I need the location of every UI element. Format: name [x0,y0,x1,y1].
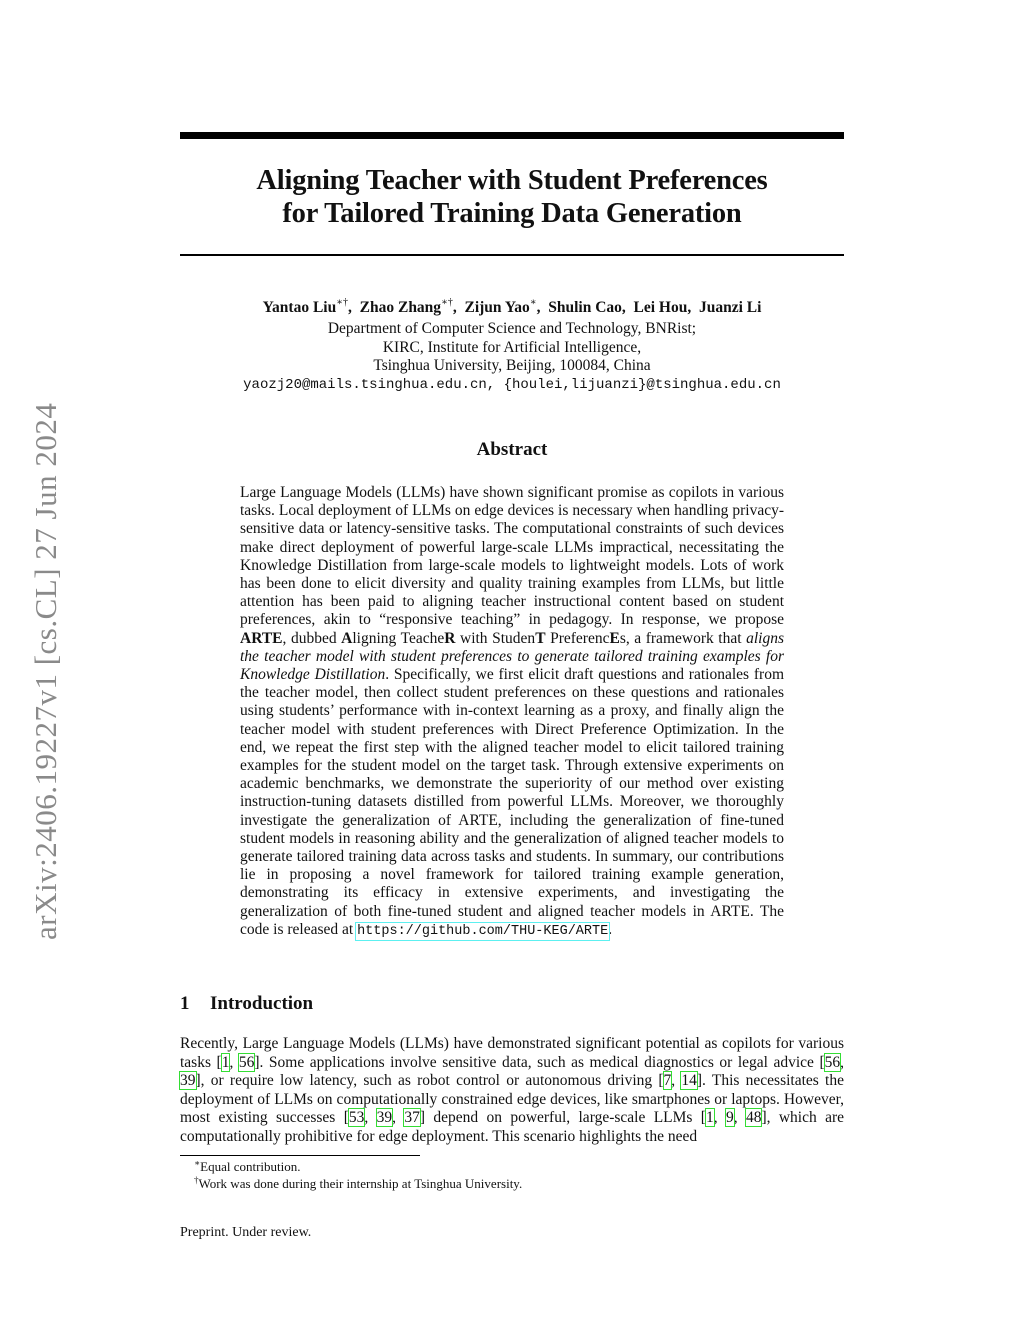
author-marks: ∗† [336,297,349,308]
section-title: Introduction [210,993,314,1014]
title-line-2: for Tailored Training Data Generation [282,198,742,229]
affiliation [140,320,884,394]
introduction-paragraph: Recently, Large Language Models (LLMs) have demonstrated significant potential as copilots for various tasks [1, 56]. Some applications involve sensitive data, such as medical diagnostics or legal advice [56, 39], or require low latency, such as robot control or autonomous driving [7, 14]. This necessitates the deployment of LLMs on computationally constrained edge devices, like smartphones or laptops. However, most existing successes [53, 39, 37] depend on powerful, large-scale LLMs [1, 9, 48], which are computationally prohibitive for edge deployment. This scenario highlights the need [180,1035,845,1145]
footnote-text: Equal contribution. [200,1159,301,1174]
section-heading [180,993,313,1015]
abstract-text: . [608,920,613,938]
abstract-text: , dubbed [282,629,342,647]
citation-link[interactable]: 39 [376,1109,393,1126]
citation-link[interactable]: 7 [663,1072,672,1089]
intro-text: ]. Some applications involve sensitive data, such as medical diagnostics or legal advice [ [254,1053,825,1071]
preprint-notice: Preprint. Under review. [180,1225,312,1240]
title-bottom-rule [180,254,844,256]
citation-link[interactable]: 1 [705,1109,714,1126]
abstract-text: , a framework that [625,629,747,647]
footnote-rule [180,1155,420,1156]
citation-link[interactable]: 56 [824,1053,841,1071]
citation-link[interactable]: 53 [348,1109,365,1126]
abstract-text: Large Language Models (LLMs) have shown significant promise as copilots in various tasks. Local deployment of LLMs on edge devices is necessary when handling privacy-sensitive data or latency-sensitive tasks. The computational constraints of such devices make direct deployment of powerful large-scale LLMs impractical, necessitating the Knowledge Distillation from large-scale models to lightweight models. Lots of work has been done to elicit diversity and quality training examples from LLMs, but little attention has been paid to aligning teacher instructional content based on student preferences, akin to “responsive teaching” in pedagogy. In response, we propose [240,484,784,629]
author-name: Zhao Zhang [359,299,442,316]
author-name: Zijun Yao [464,299,530,316]
method-name: ARTE [240,629,283,647]
citation-link[interactable]: 37 [404,1109,420,1126]
abstract-text: . Specifically, we first elicit draft questions and rationales from the teacher model, then collect student preferences on these questions and rationales using students’ performance with in-context learning as a proxy, and finally align the teacher model with student preferences with Direct Preference Optimization. In the end, we repeat the first step with the aligned teacher model to elicit tailored training examples for the student model on the target task. Through extensive experiments on academic benchmarks, we demonstrate the superiority of our method over existing instruction-tuning datasets distilled from powerful LLMs. Moreover, we thoroughly investigate the generalization of ARTE, including the generalization of fine-tuned student models in reasoning ability and the generalization of aligned teacher models to generate tailored training data across tasks and students. In summary, our contributions lie in proposing a novel framework for tailored training example generation, demonstrating its efficacy in extensive experiments, and investigating the generalization of both fine-tuned student and aligned teacher models in ARTE. The code is released at [240,666,785,938]
abstract-emphasis: aligns the teacher model with student preferences to generate tailored training examples for Knowledge Distillation [240,629,785,684]
footnote-2 [194,1175,522,1192]
author-list: Yantao Liu∗†, Zhao Zhang∗†, Zijun Yao∗, Shulin Cao, Lei Hou, Juanzi Li [262,297,762,316]
footnote-text: Work was done during their internship at Tsinghua University. [198,1176,523,1191]
author-name: Yantao Liu [262,299,337,316]
citation-link[interactable]: 1 [221,1053,230,1071]
intro-text: ], which are computationally prohibitive for edge deployment. This scenario highlights the need [180,1109,844,1145]
section-number: 1 [180,993,190,1014]
footnote-mark: ∗ [194,1158,201,1168]
intro-text: ] depend on powerful, large-scale LLMs [ [419,1109,706,1126]
footnote-mark: † [194,1175,199,1185]
abstract-body [240,484,784,941]
affiliation-line: KIRC, Institute for Artificial Intelligence, [382,338,642,356]
affiliation-line: Tsinghua University, Beijing, 100084, China [373,357,651,374]
author-name: Juanzi Li [698,299,762,316]
paper-title [180,164,844,230]
author-marks: ∗† [441,297,453,308]
acronym-expansion: Aligning TeacheR with StudenT PreferencEs [341,629,626,647]
title-line-1: Aligning Teacher with Student Preferences [256,165,768,196]
intro-text: Recently, Large Language Models (LLMs) have demonstrated significant potential as copilots for various tasks [ [180,1035,844,1071]
intro-text: ], or require low latency, such as robot control or autonomous driving [ [195,1072,664,1089]
title-top-rule [180,132,844,139]
citation-link[interactable]: 9 [725,1109,734,1126]
citation-link[interactable]: 48 [745,1109,762,1126]
code-link[interactable]: https://github.com/THU-KEG/ARTE [357,923,609,939]
author-marks: ∗ [529,297,537,308]
author-emails: yaozj20@mails.tsinghua.edu.cn, {houlei,lijuanzi}@tsinghua.edu.cn [243,376,781,393]
footnote-1 [194,1158,522,1175]
citation-link[interactable]: 56 [238,1053,255,1071]
citation-link[interactable]: 39 [180,1072,196,1089]
citation-link[interactable]: 14 [681,1072,697,1089]
footnotes [194,1158,522,1192]
affiliation-line: Department of Computer Science and Technology, BNRist; [327,320,697,337]
arxiv-identifier: arXiv:2406.19227v1 [cs.CL] 27 Jun 2024 [28,402,63,940]
author-name: Shulin Cao [548,299,622,316]
abstract-heading: Abstract [476,439,548,460]
intro-text: ]. This necessitates the deployment of LLMs on computationally constrained edge devices, like smartphones or laptops. However, most existing successes [ [180,1072,844,1126]
author-name: Lei Hou [633,299,688,316]
